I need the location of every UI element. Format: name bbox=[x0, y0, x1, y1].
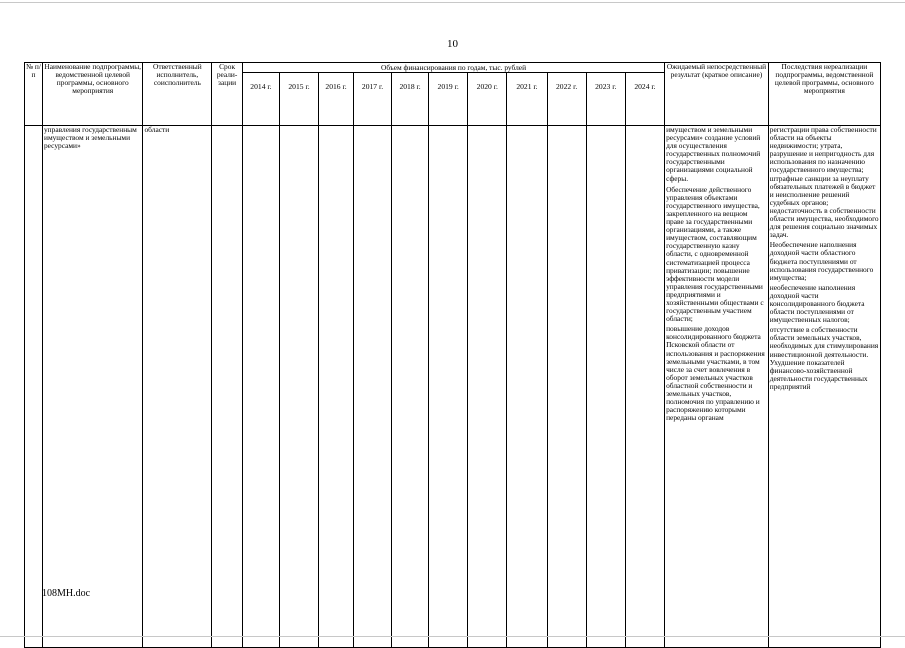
cell-year-value bbox=[319, 126, 354, 648]
funding-table bbox=[24, 62, 881, 648]
consequences-paragraph: отсутствие в собственности области земельных участков, необходимых для стимулирования инвестиционной деятельности. Ухудшение показателей финансово-хозяйственной деятельности государственных предприятий bbox=[769, 325, 879, 391]
cell-year-value bbox=[279, 126, 318, 648]
expected-paragraph: Обеспечение действенного управления объектами государственного имущества, закрепленного на вещном праве за государственными организациями, а также имуществом, составляющим государственную казну области, с одновременной систематизацией процесса приватизации; повышение эффективности модели управления государственными предприятиями и хозяйственными обществами с государственным участием области; bbox=[666, 184, 764, 324]
header-year: 2014 г. bbox=[242, 73, 279, 126]
cell-year-value bbox=[586, 126, 625, 648]
header-consequences: Последствия нереализации подпрограммы, ведомственной целевой программы, основного мероприятия bbox=[768, 63, 880, 126]
expected-paragraph: имуществом и земельными ресурсами» создание условий для осуществления государственных полномочий государственными организациями социальной сферы. bbox=[666, 125, 761, 183]
header-responsible: Ответственный исполнитель, соисполнитель bbox=[143, 63, 212, 126]
header-year: 2018 г. bbox=[392, 73, 429, 126]
cell-term bbox=[212, 126, 243, 648]
header-year: 2016 г. bbox=[319, 73, 354, 126]
header-year: 2015 г. bbox=[279, 73, 318, 126]
cell-num bbox=[25, 126, 43, 648]
header-name: Наименование подпрограммы, ведомственной целевой программы, основного мероприятия bbox=[42, 63, 143, 126]
header-term: Срок реали-зации bbox=[212, 63, 243, 126]
expected-paragraph: повышение доходов консолидированного бюджета Псковской области от использования и распоряжения земельными участками, в том числе за счет вовлечения в оборот земельных участков областной собственности и земельных участков, полномочия по управлению и распоряжению которыми переданы органам bbox=[666, 324, 765, 423]
header-num: № п/п bbox=[25, 63, 43, 126]
header-row bbox=[25, 63, 881, 73]
header-year: 2017 г. bbox=[353, 73, 391, 126]
cell-year-value bbox=[547, 126, 586, 648]
document-filename: 108МН.doc bbox=[42, 588, 91, 599]
cell-year-value bbox=[507, 126, 547, 648]
consequences-paragraph: регистрации права собственности области на объекты недвижимости; утрата, разрушение и непригодность для использования по назначению государственного имущества; штрафные санкции за неуплату обязательных платежей в бюджет и неисполнение решений судебных органов; недостаточность в собственности области имущества, необходимого для решения социально значимых задач. bbox=[769, 125, 879, 240]
cell-year-value bbox=[468, 126, 507, 648]
header-year: 2019 г. bbox=[429, 73, 468, 126]
cell-year-value bbox=[242, 126, 279, 648]
scan-bottom-edge bbox=[0, 636, 905, 637]
consequences-paragraph: Необеспечение наполнения доходной части областного бюджета поступлениями от использования государственного имущества; bbox=[769, 240, 874, 282]
cell-year-value bbox=[429, 126, 468, 648]
header-funding: Объем финансирования по годам, тыс. рублей bbox=[242, 63, 664, 73]
header-expected-result: Ожидаемый непосредственный результат (краткое описание) bbox=[665, 63, 769, 126]
cell-year-value bbox=[353, 126, 391, 648]
cell-year-value bbox=[625, 126, 664, 648]
header-year: 2021 г. bbox=[507, 73, 547, 126]
header-year: 2022 г. bbox=[547, 73, 586, 126]
scan-top-edge bbox=[0, 2, 905, 3]
cell-name: управления государственным имуществом и земельными ресурсами» bbox=[42, 126, 143, 648]
header-year: 2023 г. bbox=[586, 73, 625, 126]
page-number: 10 bbox=[447, 38, 458, 50]
cell-consequences bbox=[768, 126, 880, 648]
consequences-paragraph: необеспечение наполнения доходной части консолидированного бюджета области поступлениями от имущественных налогов; bbox=[769, 282, 865, 325]
header-year: 2024 г. bbox=[625, 73, 664, 126]
cell-expected-result bbox=[665, 126, 769, 648]
table-row bbox=[25, 126, 881, 648]
cell-year-value bbox=[392, 126, 429, 648]
header-year: 2020 г. bbox=[468, 73, 507, 126]
cell-responsible: области bbox=[143, 126, 212, 648]
